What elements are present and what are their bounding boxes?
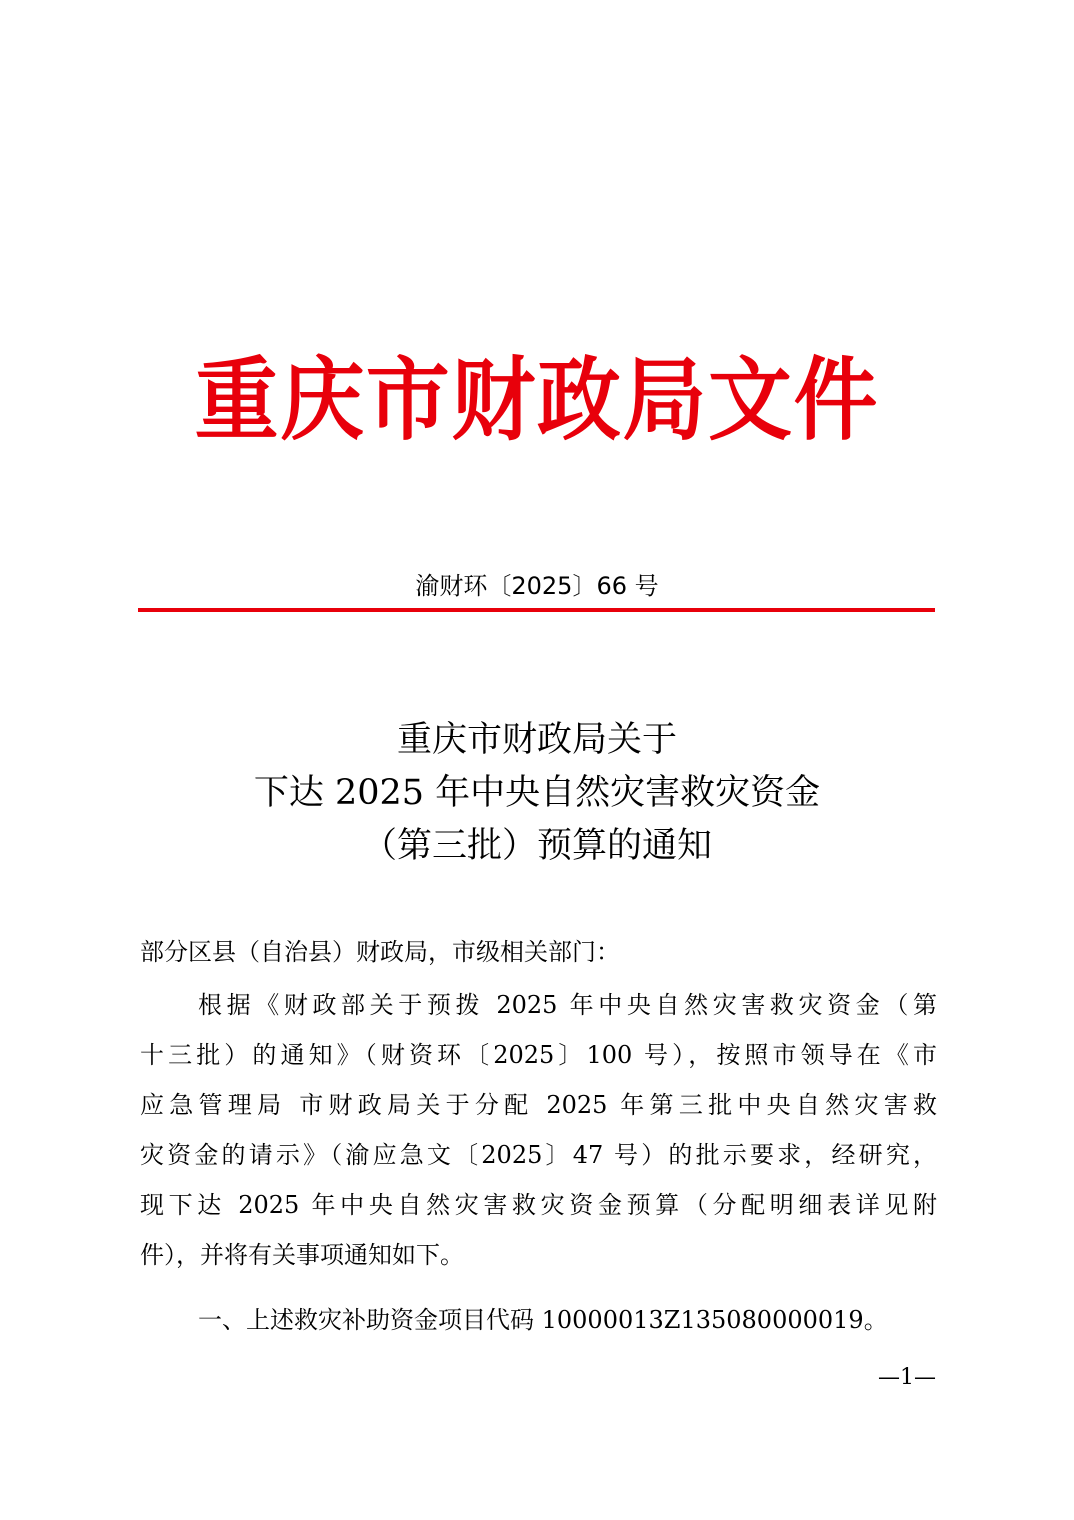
document-number: 渝财环〔2025〕66 号 <box>415 572 659 600</box>
body-line-5: 现下达 2025 年中央自然灾害救灾资金预算（分配明细表详见附 <box>140 1191 937 1219</box>
body-line-3: 应急管理局 市财政局关于分配 2025 年第三批中央自然灾害救 <box>140 1091 937 1119</box>
masthead-title: 重庆市财政局文件 <box>194 347 880 453</box>
item-one-project-code: 一、上述救灾补助资金项目代码 10000013Z135080000019。 <box>198 1306 888 1334</box>
title-line-1: 重庆市财政局关于 <box>396 720 677 760</box>
body-line-4: 灾资金的请示》（渝应急文〔2025〕47 号）的批示要求，经研究， <box>140 1141 937 1169</box>
notice-title <box>0 714 1074 873</box>
title-line-3: （第三批）预算的通知 <box>361 826 712 866</box>
body-line-1: 根据《财政部关于预拨 2025 年中央自然灾害救灾资金（第 <box>198 991 937 1019</box>
title-line-2: 下达 2025 年中央自然灾害救灾资金 <box>253 773 821 813</box>
salutation: 部分区县（自治县）财政局，市级相关部门： <box>140 938 620 966</box>
body-paragraph <box>140 980 937 1280</box>
body-line-2: 十三批）的通知》（财资环〔2025〕100 号），按照市领导在《市 <box>140 1041 937 1069</box>
body-line-6: 件），并将有关事项通知如下。 <box>140 1241 464 1269</box>
page-number: —1— <box>878 1365 936 1390</box>
red-divider-line <box>138 608 935 612</box>
